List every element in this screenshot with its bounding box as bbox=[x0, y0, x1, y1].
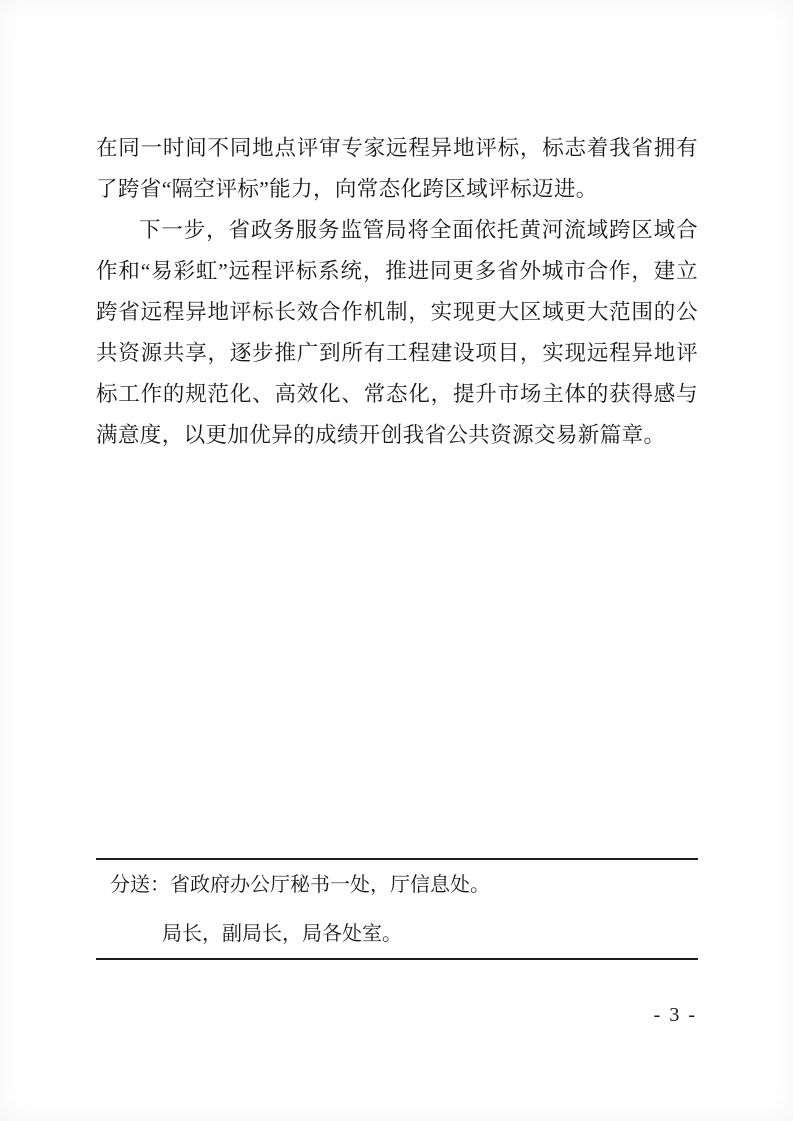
distribution-line-internal: 局长，副局长，局各处室。 bbox=[162, 923, 402, 945]
page-number: - 3 - bbox=[653, 1004, 697, 1026]
distribution-rule-bottom bbox=[96, 958, 698, 960]
paragraph-1: 在同一时间不同地点评审专家远程异地评标，标志着我省拥有了跨省“隔空评标”能力，向常态化跨区域评标迈进。 bbox=[96, 136, 698, 201]
document-body bbox=[96, 128, 698, 456]
paragraph-2: 下一步，省政务服务监管局将全面依托黄河流域跨区域合作和“易彩虹”远程评标系统，推进同更多省外城市合作，建立跨省远程异地评标长效合作机制，实现更大区域更大范围的公共资源共享，逐步推广到所有工程建设项目，实现远程异地评标工作的规范化、高效化、常态化，提升市场主体的获得感与满意度，以更加优异的成绩开创我省公共资源交易新篇章。 bbox=[96, 218, 698, 447]
distribution-line-recipients: 分送：省政府办公厅秘书一处，厅信息处。 bbox=[110, 874, 490, 896]
distribution-rule-top bbox=[96, 858, 698, 860]
